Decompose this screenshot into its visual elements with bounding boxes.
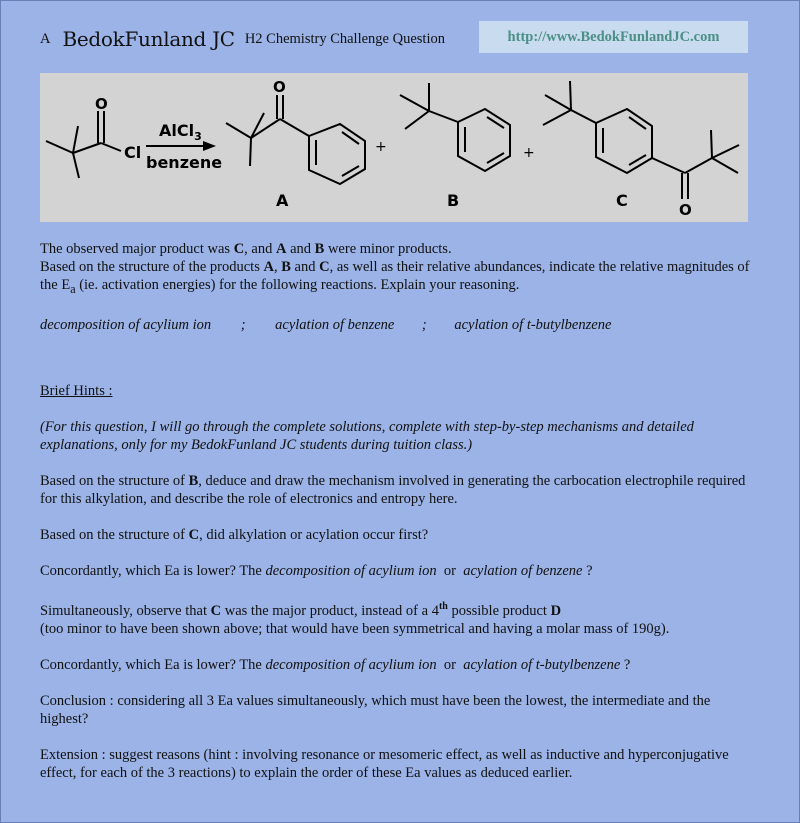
url-box[interactable] <box>479 21 748 53</box>
header <box>40 22 445 56</box>
oxygen-label-c: O <box>679 201 692 219</box>
reaction-scheme <box>40 73 748 222</box>
hint-4: Simultaneously, observe that C was the major product, instead of a 4th possible product D (too minor to have been shown above; that would have been symmetrical and having a molar mass of 190g). <box>40 600 670 637</box>
extension: Extension : suggest reasons (hint : involving resonance or mesomeric effect, as well as inductive and hyperconjugative effect, for each of the 3 reactions) to explain the order of these Ea values as deduced earlier. <box>40 746 729 781</box>
question-body <box>40 240 752 782</box>
reactions-list: decomposition of acylium ion ; acylation of benzene ; acylation of t-butylbenzene <box>40 316 612 333</box>
hint-3: Concordantly, which Ea is lower? The decomposition of acylium ion or acylation of benzene ? <box>40 562 593 579</box>
header-prefix: A <box>40 30 51 47</box>
brand-logo-text: BedokFunland JC <box>62 27 235 51</box>
plus-sign-1: + <box>375 139 387 155</box>
product-a-label: A <box>276 191 289 210</box>
header-subtitle: H2 Chemistry Challenge Question <box>244 30 445 47</box>
reaction-3: acylation of t-butylbenzene <box>454 316 612 333</box>
hint-1: Based on the structure of B, deduce and draw the mechanism involved in generating the carbocation electrophile required for this alkylation, and describe the role of electronics and entropy here. <box>40 472 746 507</box>
reaction-2: acylation of benzene <box>275 316 395 333</box>
reagent-benzene: benzene <box>146 153 223 172</box>
product-b-label: B <box>447 191 460 210</box>
reagent-alcl3: AlCl$_3$ <box>159 121 202 143</box>
oxygen-label-a: O <box>273 78 286 96</box>
tuition-note: (For this question, I will go through the complete solutions, complete with step-by-step mechanisms and detailed explanations, only for my BedokFunland JC students during tuition class.) <box>40 418 694 453</box>
plus-sign-2: + <box>523 145 535 161</box>
conclusion: Conclusion : considering all 3 Ea values simultaneously, which must have been the lowest, the intermediate and the highest? <box>40 692 711 727</box>
reaction-scheme-svg <box>40 73 748 222</box>
hints-title: Brief Hints : <box>40 382 113 399</box>
reaction-1: decomposition of acylium ion <box>40 316 212 333</box>
product-c-label: C <box>616 191 628 210</box>
hint-5: Concordantly, which Ea is lower? The decomposition of acylium ion or acylation of t-butylbenzene ? <box>40 656 631 673</box>
hint-2: Based on the structure of C, did alkylation or acylation occur first? <box>40 526 429 543</box>
task-paragraph: Based on the structure of the products A, B and C, as well as their relative abundances, indicate the relative magnitudes of the $E_a$ (ie. activation energies) for the following reactions. Explain your reasoning. <box>40 259 750 296</box>
observation-line: The observed major product was C, and A and B were minor products. <box>40 241 452 257</box>
oxygen-label-reactant: O <box>95 95 108 113</box>
chlorine-label: Cl <box>124 143 142 162</box>
site-url-link[interactable]: http://www.BedokFunlandJC.com <box>507 28 720 45</box>
